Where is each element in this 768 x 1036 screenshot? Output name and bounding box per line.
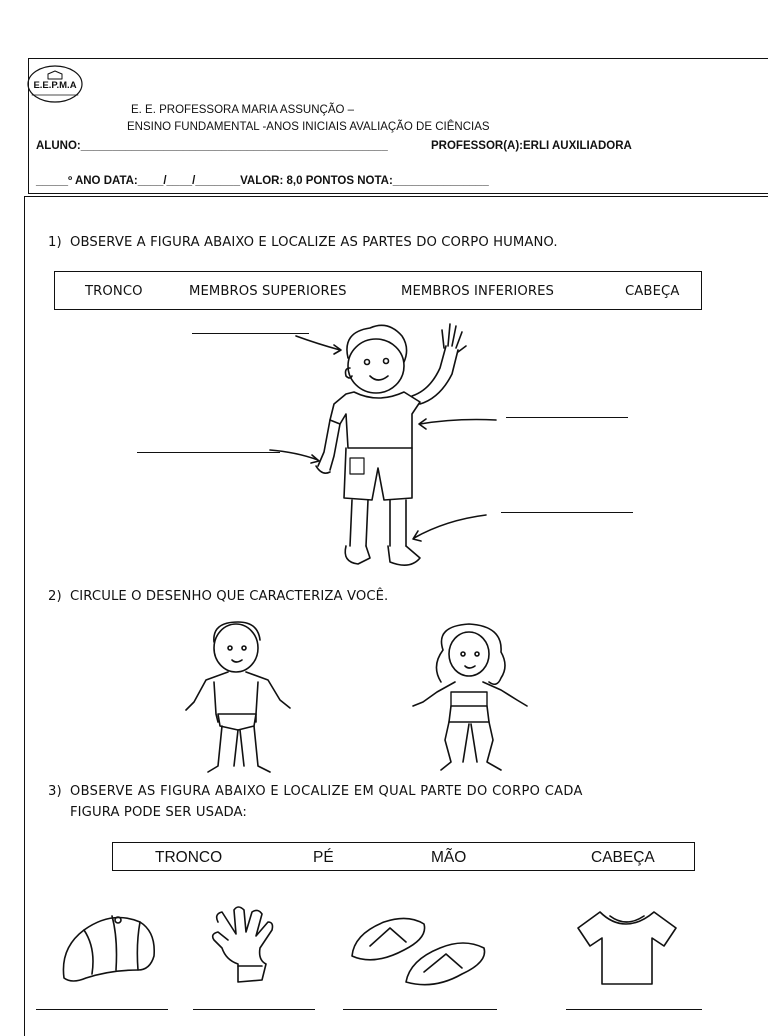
word-cabeca: CABEÇA (625, 284, 680, 299)
answer-line-tshirt[interactable] (566, 1009, 702, 1010)
answer-line-flipflops[interactable] (343, 1009, 497, 1010)
arrow-to-torso (419, 419, 496, 429)
q3-text-line2: FIGURA PODE SER USADA: (70, 805, 247, 820)
flip-flops-icon (344, 908, 494, 994)
word-mao: MÃO (431, 849, 467, 866)
arrow-to-legs (413, 515, 486, 541)
logo-text: E.E.P.M.A (33, 80, 77, 91)
q1-number: 1) (48, 235, 62, 250)
answer-line-cap[interactable] (36, 1009, 168, 1010)
tshirt-icon (570, 906, 682, 988)
word-pe: PÉ (313, 849, 334, 866)
word-tronco: TRONCO (85, 284, 143, 299)
q2-text: CIRCULE O DESENHO QUE CARACTERIZA VOCÊ. (70, 589, 389, 604)
word-membros-inferiores: MEMBROS INFERIORES (401, 284, 555, 299)
school-name: E. E. PROFESSORA MARIA ASSUNÇÃO – (131, 104, 355, 116)
glove-icon (208, 904, 280, 986)
q3-word-bank (112, 842, 695, 871)
arrow-to-head (296, 336, 341, 354)
cap-icon (56, 908, 160, 988)
grade-date-line[interactable]: _____º ANO DATA:____/____/_______VALOR: 8,0 PONTOS NOTA:_______________ (36, 175, 489, 187)
q3-text-line1: OBSERVE AS FIGURA ABAIXO E LOCALIZE EM QUAL PARTE DO CORPO CADA (70, 784, 583, 799)
answer-line-glove[interactable] (193, 1009, 315, 1010)
word-cabeca-2: CABEÇA (591, 849, 655, 866)
q3-number: 3) (48, 784, 62, 799)
arrow-to-arm (270, 450, 319, 463)
student-name-field[interactable]: ALUNO:________________________________________________ (36, 140, 388, 152)
word-membros-superiores: MEMBROS SUPERIORES (189, 284, 347, 299)
teacher-label: PROFESSOR(A):ERLI AUXILIADORA (431, 140, 632, 152)
girl-figure-icon[interactable] (405, 622, 535, 774)
word-tronco-2: TRONCO (155, 849, 223, 866)
exam-subtitle: ENSINO FUNDAMENTAL -ANOS INICIAIS AVALIAÇÃO DE CIÊNCIAS (127, 121, 490, 133)
q1-text: OBSERVE A FIGURA ABAIXO E LOCALIZE AS PARTES DO CORPO HUMANO. (70, 235, 558, 250)
boy-figure-icon[interactable] (178, 618, 298, 776)
q2-number: 2) (48, 589, 62, 604)
